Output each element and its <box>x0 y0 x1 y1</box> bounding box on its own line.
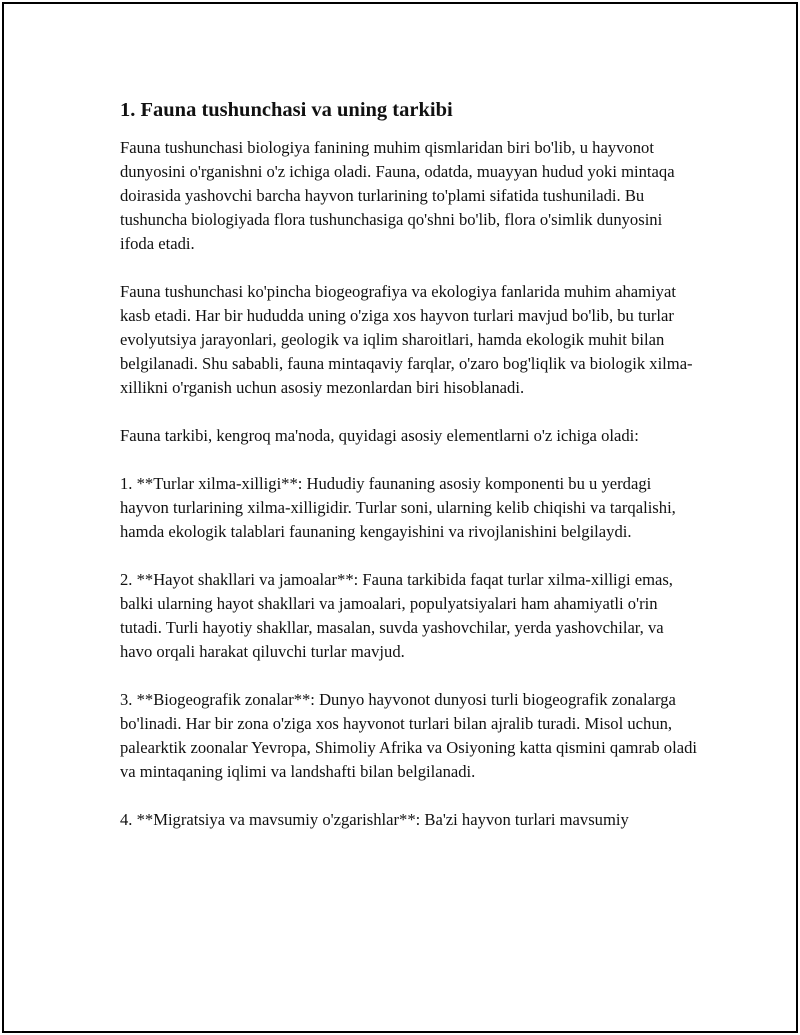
list-item-migration: 4. **Migratsiya va mavsumiy o'zgarishlar**: Ba'zi hayvon turlari mavsumiy <box>120 810 629 829</box>
document-page <box>2 2 798 1033</box>
section-heading: 1. Fauna tushunchasi va uning tarkibi <box>120 99 453 121</box>
paragraph-intro: Fauna tushunchasi biologiya fanining muhim qismlaridan biri bo'lib, u hayvonot dunyosini o'rganishni o'z ichiga oladi. Fauna, odatda, muayyan hudud yoki mintaqa doirasida yashovchi barcha hayvon turlarining to'plami sifatida tushuniladi. Bu tushuncha biologiyada flora tushunchasiga qo'shni bo'lib, flora o'simlik dunyosini ifoda etadi. <box>120 138 675 253</box>
list-item-species-diversity: 1. **Turlar xilma-xilligi**: Hududiy faunaning asosiy komponenti bu u yerdagi hayvon turlarining xilma-xilligidir. Turlar soni, ularning kelib chiqishi va tarqalishi, hamda ekologik talablari faunaning kengayishini va rivojlanishini belgilaydi. <box>120 474 676 541</box>
list-item-life-forms: 2. **Hayot shakllari va jamoalar**: Fauna tarkibida faqat turlar xilma-xilligi emas, balki ularning hayot shakllari va jamoalari, populyatsiyalari ham ahamiyatli o'rin tutadi. Turli hayotiy shakllar, masalan, suvda yashovchilar, yerda yashovchilar, va havo orqali harakat qiluvchi turlar mavjud. <box>120 570 673 661</box>
paragraph-biogeography: Fauna tushunchasi ko'pincha biogeografiya va ekologiya fanlarida muhim ahamiyat kasb etadi. Har bir hududda uning o'ziga xos hayvon turlari mavjud bo'lib, bu turlar evolyutsiya jarayonlari, geologik va iqlim sharoitlari, hamda ekologik muhit bilan belgilanadi. Shu sababli, fauna mintaqaviy farqlar, o'zaro bog'liqlik va biologik xilma-xillikni o'rganish uchun asosiy mezonlardan biri hisoblanadi. <box>120 282 693 397</box>
document-content <box>120 96 700 856</box>
paragraph-composition-lead: Fauna tarkibi, kengroq ma'noda, quyidagi asosiy elementlarni o'z ichiga oladi: <box>120 426 639 445</box>
list-item-biogeographic-zones: 3. **Biogeografik zonalar**: Dunyo hayvonot dunyosi turli biogeografik zonalarga bo'linadi. Har bir zona o'ziga xos hayvonot turlari bilan ajralib turadi. Misol uchun, palearktik zoonalar Yevropa, Shimoliy Afrika va Osiyoning katta qismini qamrab oladi va mintaqaning iqlimi va landshafti bilan belgilanadi. <box>120 690 697 781</box>
